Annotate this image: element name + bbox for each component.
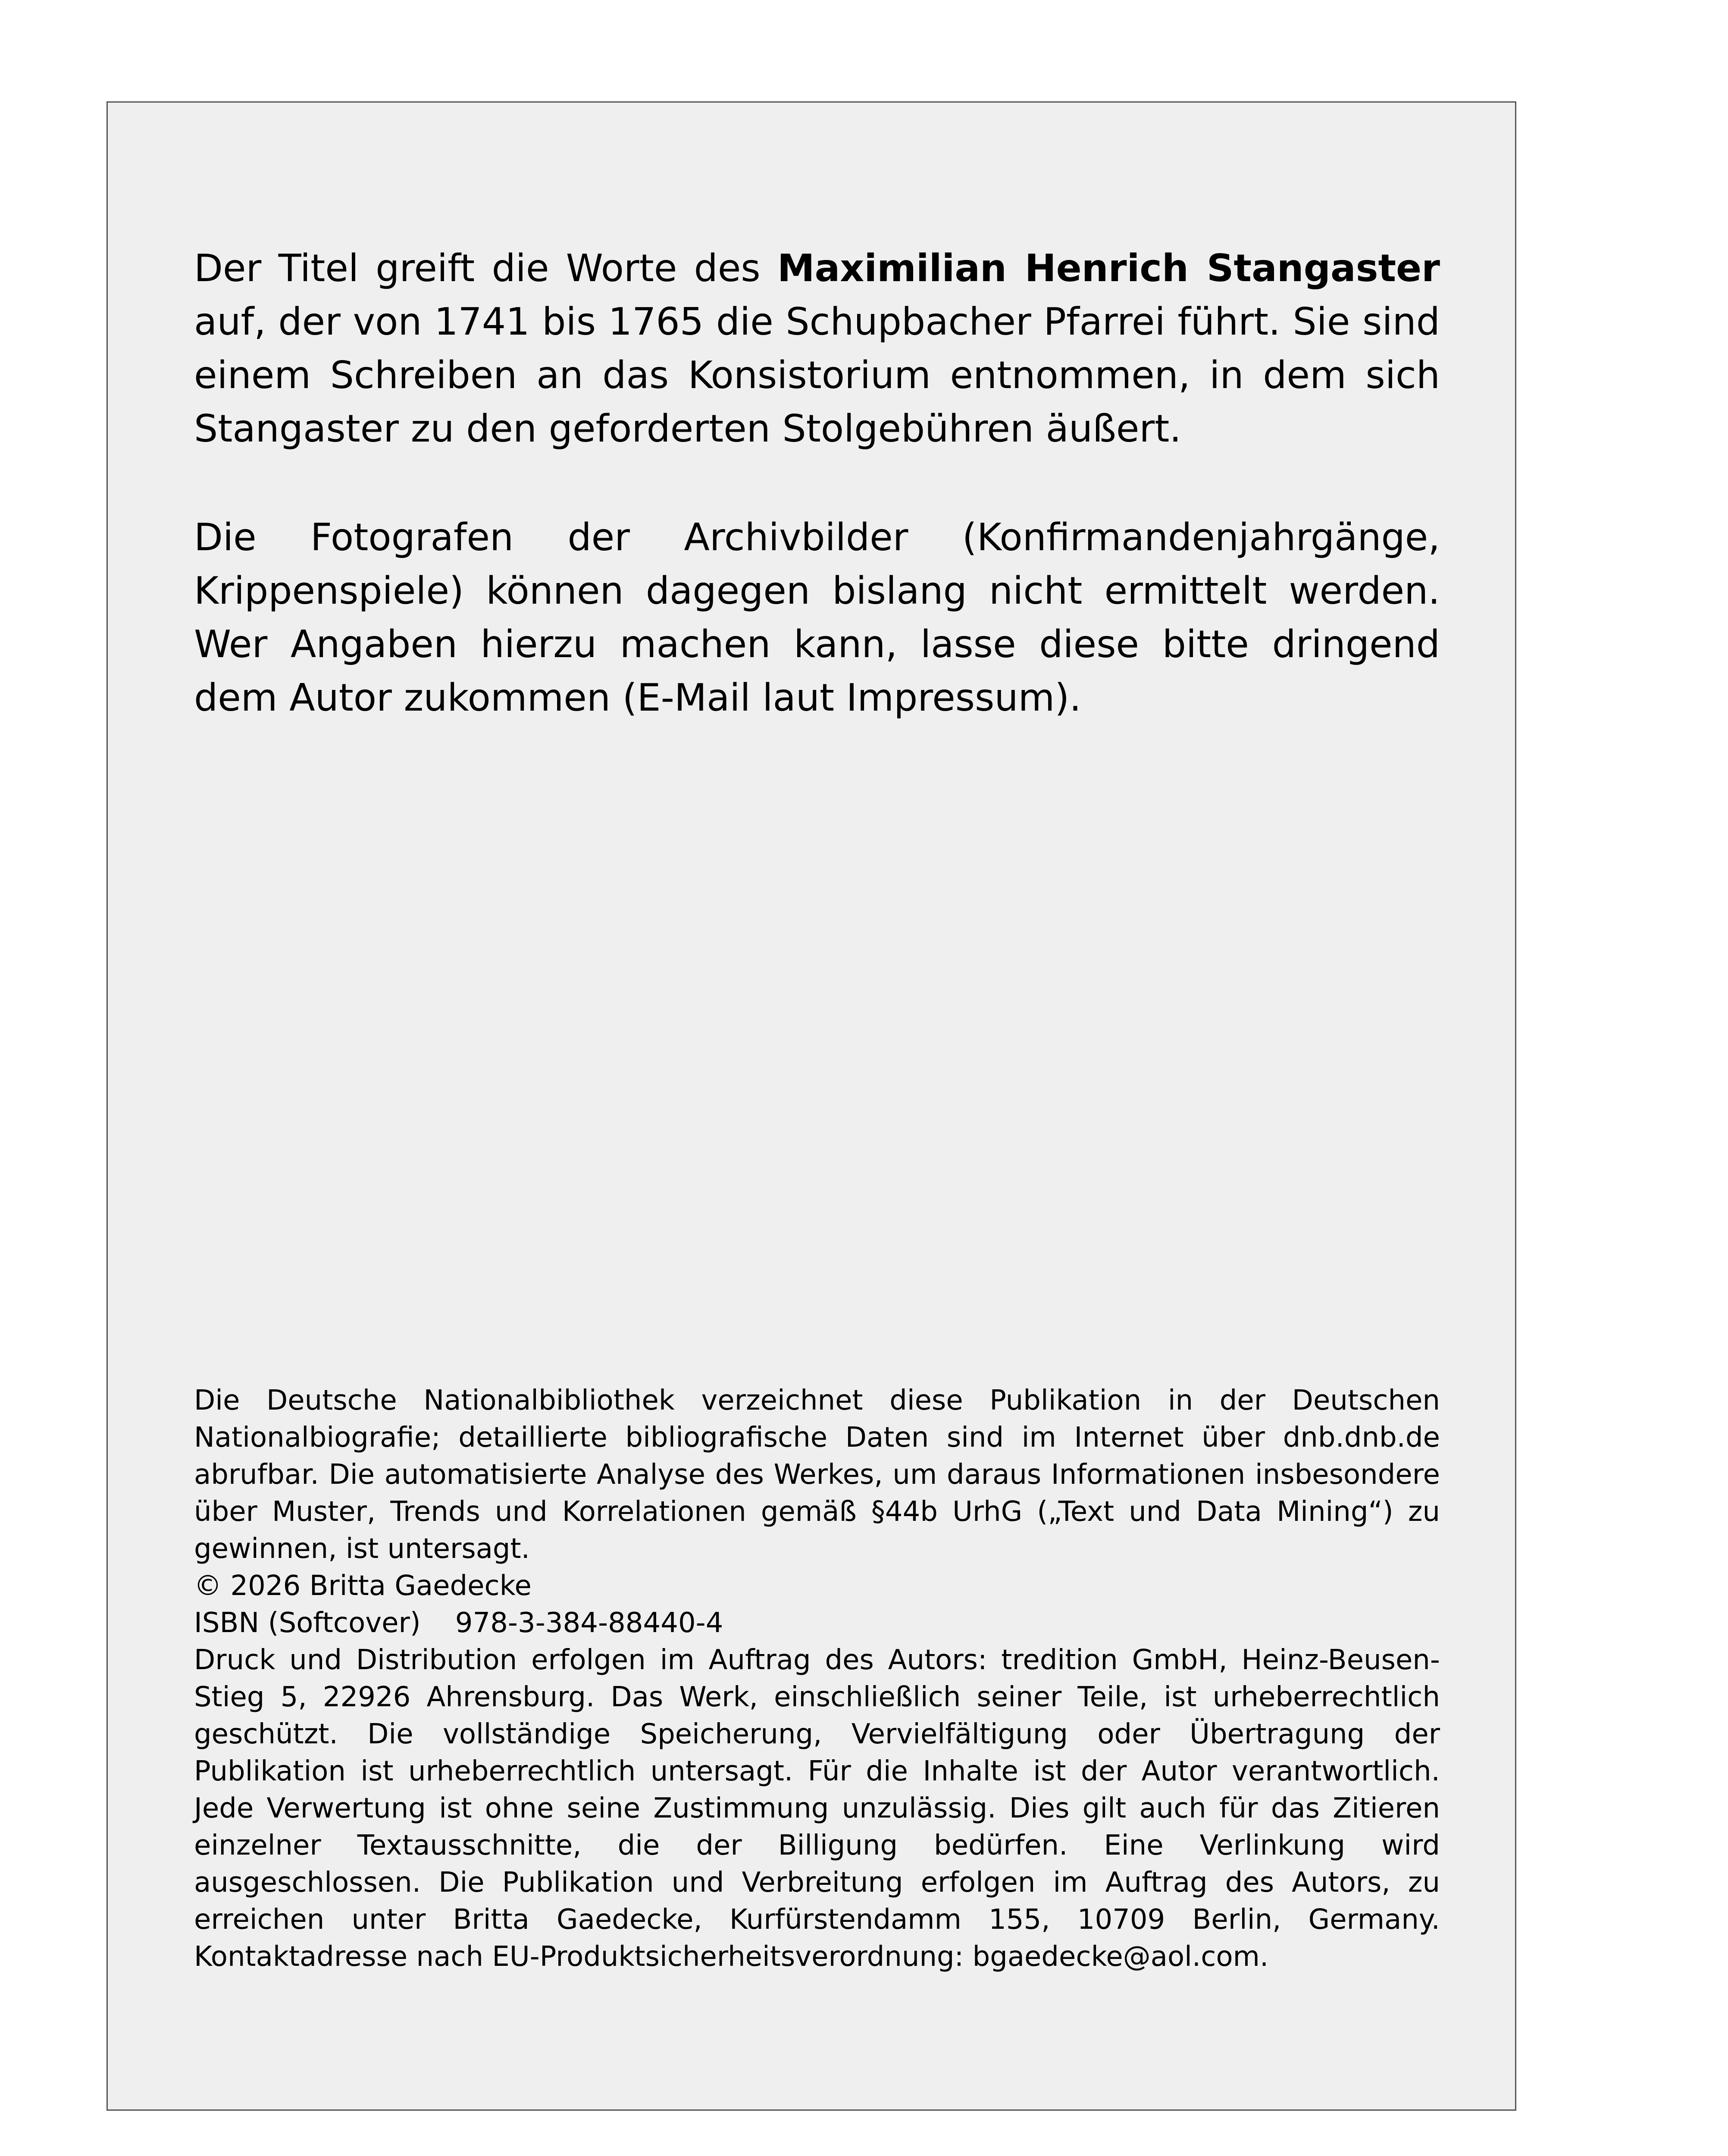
copyright-line: © 2026 Britta Gaedecke bbox=[194, 1570, 532, 1602]
dnb-notice: Die Deutsche Nationalbibliothek verzeichnet diese Publikation in der Deutschen Nationalbiografie; detaillierte bibliografische Daten sind im Internet über dnb.dnb.de abrufbar. Die automatisierte Analyse des Werkes, um daraus Informationen insbesondere über Muster, Trends und Korrelationen gemäß §44b UrhG („Text und Data Mining“) zu gewinnen, ist untersagt. bbox=[194, 1385, 1440, 1565]
isbn-value: 978-3-384-88440-4 bbox=[455, 1607, 723, 1639]
photographers-paragraph: Die Fotografen der Archivbilder (Konfirmandenjahrgänge, Krippenspiele) können dagegen bislang nicht ermittelt werden. Wer Angaben hierzu machen kann, lasse diese bitte dringend dem Autor zukommen (E-Mail laut Impressum). bbox=[194, 515, 1440, 720]
isbn-label: ISBN (Softcover) bbox=[194, 1607, 421, 1639]
title-origin-text-start: Der Titel greift die Worte des bbox=[194, 246, 778, 290]
title-origin-paragraph bbox=[194, 241, 1440, 455]
imprint-section bbox=[194, 1382, 1440, 1975]
pastor-name: Maximilian Henrich Stangaster bbox=[777, 246, 1440, 290]
isbn-line bbox=[194, 1604, 1440, 1642]
title-origin-text-end: auf, der von 1741 bis 1765 die Schupbacher Pfarrei führt. Sie sind einem Schreiben an das Konsistorium entnommen, in dem sich Stangaster zu den geforderten Stolgebühren äußert. bbox=[194, 300, 1440, 451]
legal-notice: Druck und Distribution erfolgen im Auftrag des Autors: tredition GmbH, Heinz-Beusen-Stieg 5, 22926 Ahrensburg. Das Werk, einschließlich seiner Teile, ist urheberrechtlich geschützt. Die vollständige Speicherung, Vervielfältigung oder Übertragung der Publikation ist urheberrechtlich untersagt. Für die Inhalte ist der Autor verantwortlich. Jede Verwertung ist ohne seine Zustimmung unzulässig. Dies gilt auch für das Zitieren einzelner Textausschnitte, die der Billigung bedürfen. Eine Verlinkung wird ausgeschlossen. Die Publikation und Verbreitung erfolgen im Auftrag des Autors, zu erreichen unter Britta Gaedecke, Kurfürstendamm 155, 10709 Berlin, Germany. Kontaktadresse nach EU-Produktsicherheitsverordnung: bgaedecke@aol.com. bbox=[194, 1644, 1440, 1973]
intro-section bbox=[194, 241, 1440, 780]
